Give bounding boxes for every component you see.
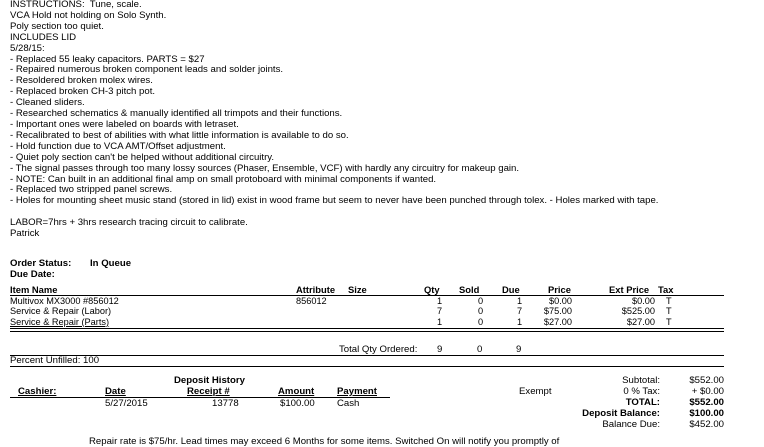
deposit-col-payment: Payment	[337, 386, 377, 397]
item-due: 1	[517, 316, 523, 327]
item-price: $0.00	[549, 295, 572, 306]
order-status-value: In Queue	[90, 258, 132, 269]
total-value: $552.00	[689, 397, 724, 408]
tax-label: 0 % Tax:	[623, 386, 660, 397]
tax-exempt: Exempt	[519, 386, 552, 397]
table-row	[10, 306, 724, 317]
totals-rule	[10, 355, 724, 356]
deposit-col-amount: Amount	[278, 386, 315, 397]
total-label: TOTAL:	[625, 397, 660, 408]
deposit-col-cashier: Cashier:	[18, 386, 57, 397]
item-qty: 7	[437, 306, 443, 316]
work-order-notes: INSTRUCTIONS: Tune, scale. VCA Hold not holding on Solo Synth. Poly section too quiet. INCLUDES LID 5/28/15: - Replaced 55 leaky capacitors. PARTS = $27 - Repaired numerous broken component leads and solder joints. - Resoldered broken molex wires. - Replaced broken CH-3 pitch pot. - Cleaned sliders. - Researched schematics & manually identified all trimpots and their functions. - Important ones were labeled on boards with letraset. - Recalibrated to best of abilities with what little information is available to do so. - Hold function due to VCA AMT/Offset adjustment. - Quiet poly section can't be helped without additional circuitry. - The signal passes through too many lossy sources (Phaser, Ensemble, VCF) with hardly any circuitry for makeup gain. - NOTE: Can built in an additional final amp on small protoboard with minimal components if wanted. - Replaced two stripped panel screws. - Holes for mounting sheet music stand (stored in lid) exist in wood frame but seem to never have been punched through tolex. - Holes marked with tape. LABOR=7hrs + 3hrs research tracing circuit to calibrate. Patrick	[10, 0, 659, 240]
item-tax: T	[666, 316, 672, 327]
deposit-col-date: Date	[105, 386, 126, 397]
balance-due-label: Balance Due:	[602, 419, 660, 430]
deposit-header-rule	[10, 397, 390, 398]
total-due-value: 9	[516, 344, 522, 355]
deposit-balance-label: Deposit Balance:	[582, 408, 660, 419]
item-qty: 1	[437, 295, 443, 306]
percent-unfilled: Percent Unfilled: 100	[10, 355, 100, 366]
col-attribute: Attribute	[296, 284, 336, 295]
items-bottom-rule	[10, 328, 724, 329]
item-sold: 0	[478, 306, 484, 316]
items-table	[10, 285, 724, 327]
footer-terms: Repair rate is $75/hr. Lead times may exceed 6 Months for some items. Switched On will notify you promptly of	[89, 436, 560, 447]
subtotal-value: $552.00	[689, 375, 724, 386]
items-table-header	[10, 285, 724, 296]
col-tax: Tax	[658, 284, 674, 295]
total-qty-label: Total Qty Ordered:	[339, 344, 418, 355]
item-tax: T	[666, 295, 672, 306]
item-sold: 0	[478, 295, 484, 306]
col-qty: Qty	[424, 284, 440, 295]
item-ext-price: $27.00	[626, 316, 655, 327]
order-status-label: Order Status:	[10, 258, 72, 269]
balance-due-value: $452.00	[689, 419, 724, 430]
item-price: $75.00	[543, 306, 572, 316]
item-ext-price: $525.00	[621, 306, 655, 316]
col-sold: Sold	[459, 284, 480, 295]
item-due: 1	[517, 295, 523, 306]
item-qty: 1	[437, 316, 443, 327]
deposit-history-title: Deposit History	[174, 375, 245, 386]
deposit-col-receipt: Receipt #	[187, 386, 230, 397]
total-qty-value: 9	[437, 344, 443, 355]
col-item-name: Item Name	[10, 284, 58, 295]
percent-rule	[10, 366, 724, 367]
due-date-label: Due Date:	[10, 269, 55, 280]
deposit-payment: Cash	[337, 398, 360, 409]
col-size: Size	[348, 284, 367, 295]
item-tax: T	[666, 306, 672, 316]
item-ext-price: $0.00	[632, 295, 655, 306]
deposit-date: 5/27/2015	[105, 398, 148, 409]
tax-value: + $0.00	[691, 386, 724, 397]
deposit-balance-value: $100.00	[689, 408, 724, 419]
deposit-amount: $100.00	[280, 398, 315, 409]
col-ext-price: Ext Price	[609, 284, 650, 295]
item-sold: 0	[478, 316, 484, 327]
table-row	[10, 317, 724, 328]
deposit-receipt: 13778	[212, 398, 239, 409]
item-name: Service & Repair (Labor)	[10, 306, 112, 316]
table-row	[10, 296, 724, 307]
total-sold-value: 0	[477, 344, 483, 355]
subtotal-label: Subtotal:	[622, 375, 660, 386]
item-due: 7	[517, 306, 523, 316]
items-bottom-rule-double	[10, 331, 724, 332]
item-name: Service & Repair (Parts)	[10, 316, 110, 327]
col-price: Price	[548, 284, 571, 295]
item-name: Multivox MX3000 #856012	[10, 295, 119, 306]
item-attribute: 856012	[296, 295, 327, 306]
item-price: $27.00	[543, 316, 572, 327]
col-due: Due	[502, 284, 520, 295]
